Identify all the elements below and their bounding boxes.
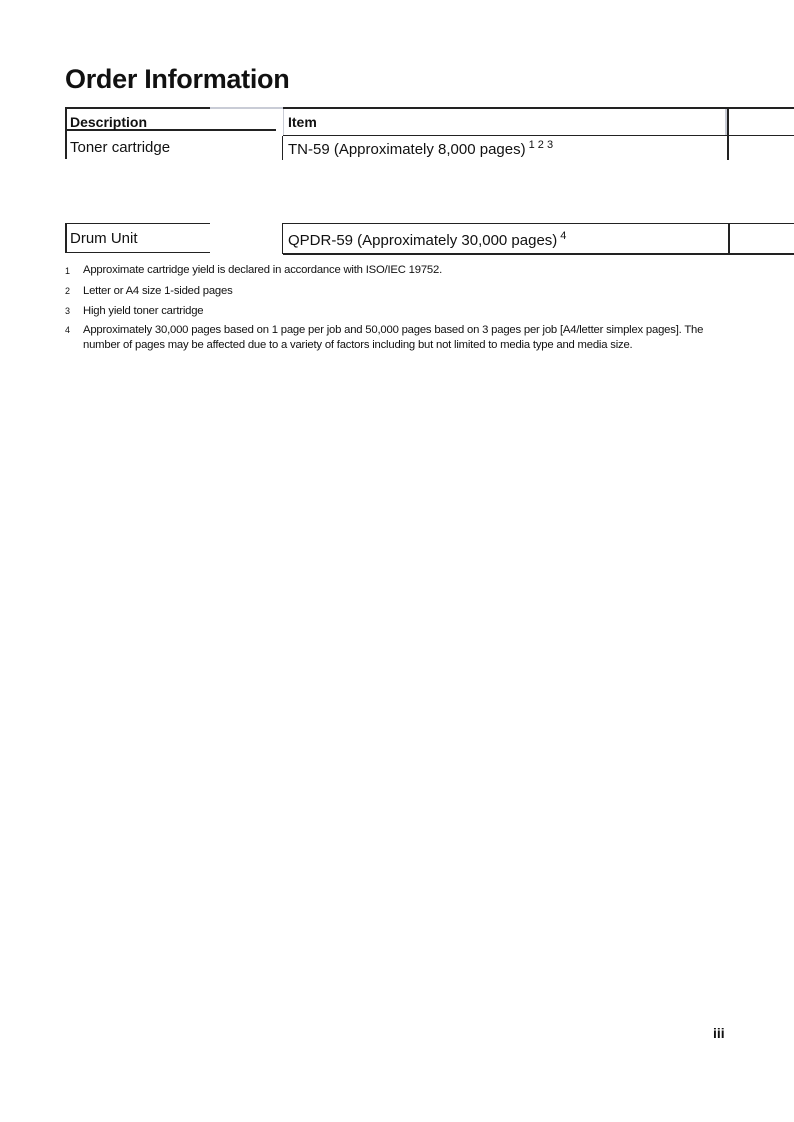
drum-item-right-border [728, 223, 730, 254]
footnote-text: High yield toner cartridge [83, 305, 204, 317]
item-column-left-border [282, 136, 283, 160]
table-top-border-left [65, 107, 210, 109]
toner-description: Toner cartridge [70, 139, 171, 156]
table-top-border-right [283, 107, 794, 109]
footnote-text: Approximately 30,000 pages based on 1 page per job and 50,000 pages based on 3 pages per job [A4/letter simplex pages]. The number of pages may be affected due to a variety of factors including but not limited to media type and media size. [83, 324, 704, 351]
footnote-number: 3 [65, 306, 71, 316]
toner-item [288, 140, 553, 160]
drum-row-top-right [283, 223, 794, 224]
drum-item [288, 231, 566, 251]
drum-row-left-border [65, 223, 67, 253]
table-top-border-gap [210, 107, 283, 109]
footnote-number: 1 [65, 266, 71, 276]
footnote-text: Letter or A4 size 1-sided pages [83, 285, 233, 297]
drum-row-top-left [65, 223, 210, 224]
footnote-text: Approximate cartridge yield is declared in accordance with ISO/IEC 19752. [83, 264, 443, 276]
drum-row-bottom-right [283, 253, 794, 255]
item-header-underline [283, 135, 794, 136]
drum-row-bottom-left [65, 252, 210, 253]
drum-description: Drum Unit [70, 230, 138, 247]
footnote-number: 4 [65, 325, 71, 335]
item-header: Item [288, 114, 317, 130]
description-header: Description [70, 114, 148, 130]
item-column-right-border [727, 107, 729, 160]
toner-item-text: TN-59 (Approximately 8,000 pages) [288, 141, 526, 158]
footnote-number: 2 [65, 286, 71, 296]
drum-item-left-border [282, 223, 283, 254]
page-title: Order Information [65, 64, 290, 94]
toner-footnote-refs: 1 2 3 [528, 139, 554, 151]
page-number: iii [713, 1025, 725, 1041]
item-header-inner-left [283, 109, 284, 135]
drum-item-text: QPDR-59 (Approximately 30,000 pages) [288, 232, 558, 249]
table-left-border [65, 107, 67, 159]
drum-footnote-refs: 4 [560, 230, 567, 242]
